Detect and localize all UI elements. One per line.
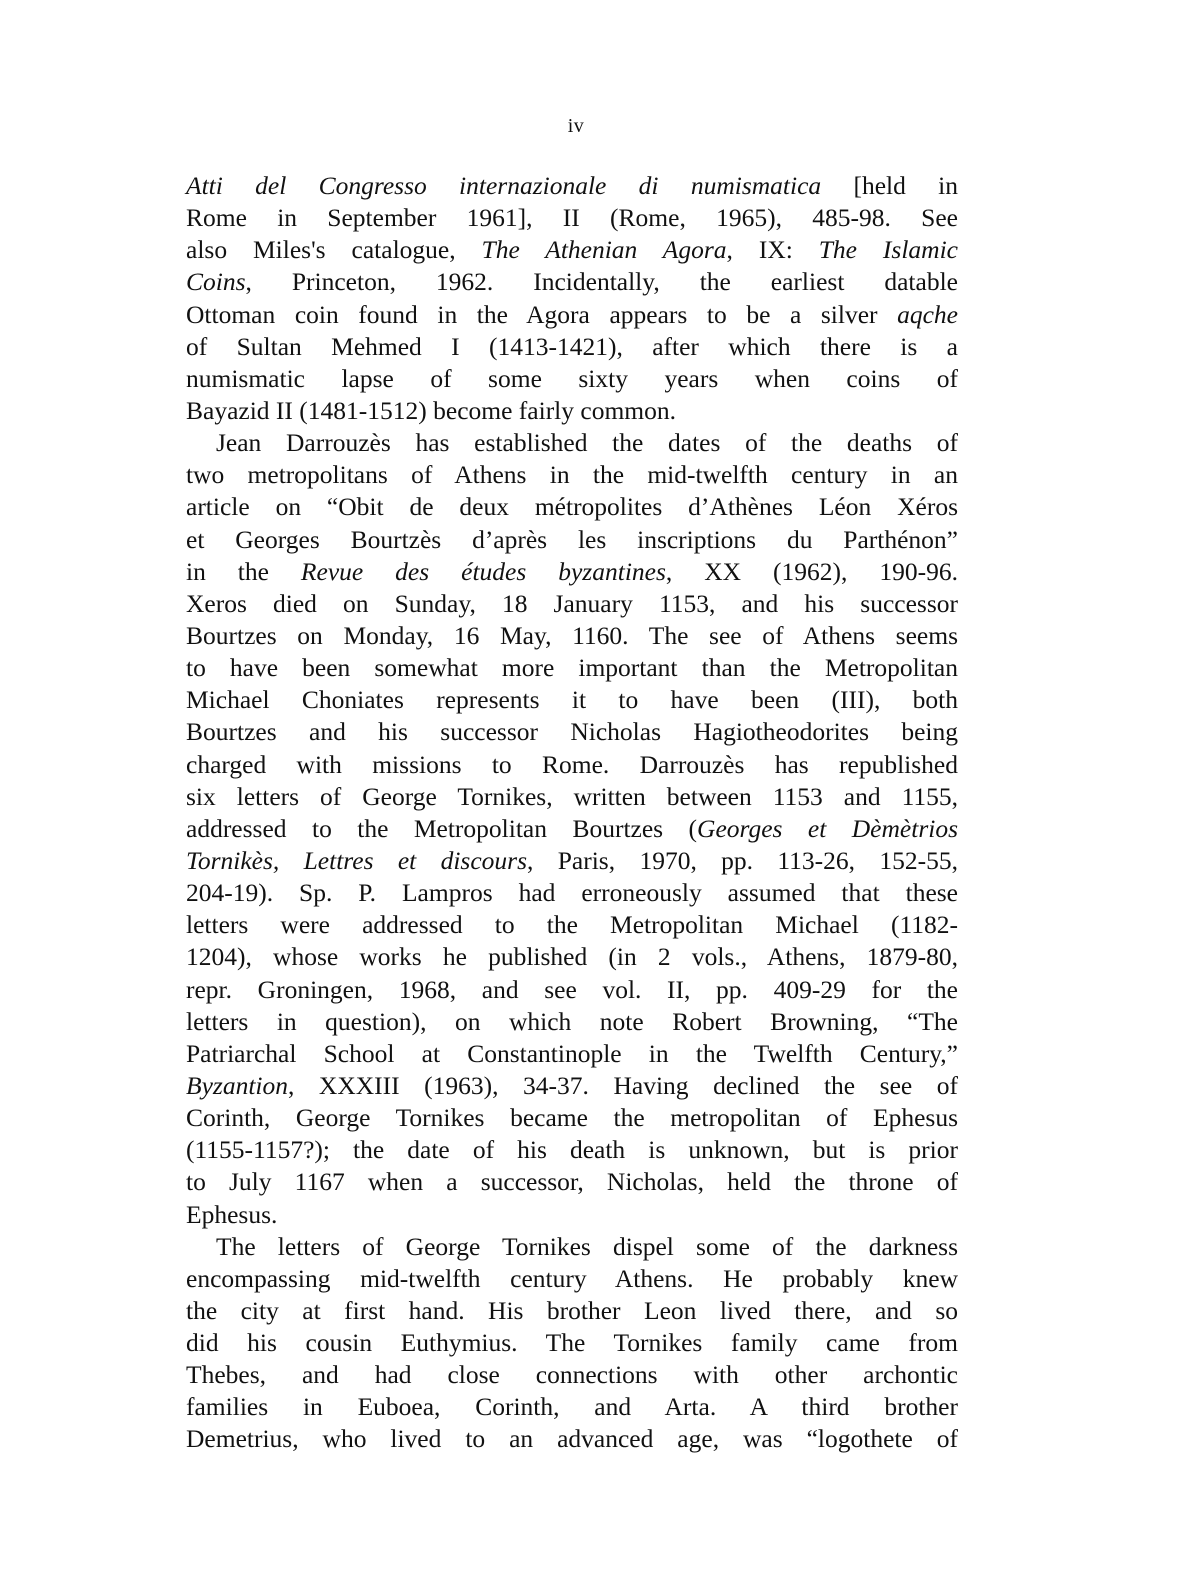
text-line	[186, 652, 958, 684]
italic-text: aqche	[897, 299, 958, 329]
text-run: et Georges Bourtzès d’après les inscriptions du Parthénon”	[186, 524, 958, 554]
text-run: Bourtzes on Monday, 16 May, 1160. The see of Athens seems	[186, 620, 958, 650]
text-line	[186, 524, 958, 556]
text-run: letters in question), on which note Robert Browning, “The	[186, 1006, 958, 1036]
text-run: Corinth, George Tornikes became the metropolitan of Ephesus	[186, 1103, 958, 1133]
text-line	[186, 170, 958, 202]
text-run: in the	[186, 556, 301, 586]
paragraph	[186, 1231, 958, 1456]
text-line	[186, 1070, 958, 1102]
text-run: Bayazid II (1481-1512) become fairly common.	[186, 395, 677, 425]
text-run: , XX (1962), 190-96.	[665, 556, 958, 586]
text-run: addressed to the Metropolitan Bourtzes (	[186, 813, 698, 843]
text-line	[186, 620, 958, 652]
text-line	[186, 1295, 958, 1327]
text-run: 204-19). Sp. P. Lampros had erroneously assumed that these	[186, 878, 958, 908]
text-line	[186, 363, 958, 395]
italic-text: Tornikès, Lettres et discours	[186, 845, 528, 875]
text-line	[186, 749, 958, 781]
text-line	[186, 1006, 958, 1038]
text-line	[186, 1359, 958, 1391]
text-line	[186, 941, 958, 973]
italic-text: Atti del Congresso internazionale di numismatica	[186, 171, 822, 200]
text-run: Rome in September 1961], II (Rome, 1965), 485-98. See	[186, 203, 958, 233]
text-run: The letters of George Tornikes dispel some of the darkness	[216, 1231, 958, 1261]
text-line	[186, 459, 958, 491]
text-run: encompassing mid-twelfth century Athens. He probably knew	[186, 1263, 958, 1293]
italic-text: Georges et Dèmètrios	[697, 813, 959, 843]
body-text	[186, 170, 958, 1456]
text-run: Jean Darrouzès has established the dates of the deaths of	[216, 428, 958, 458]
text-run: , Paris, 1970, pp. 113-26, 152-55,	[527, 845, 958, 875]
text-run: the city at first hand. His brother Leon lived there, and so	[186, 1295, 958, 1325]
text-line	[186, 588, 958, 620]
text-run: [held in	[821, 171, 958, 200]
text-line	[186, 1231, 958, 1263]
text-line	[186, 877, 958, 909]
text-run: , IX:	[726, 235, 819, 265]
text-line	[186, 1166, 958, 1198]
text-run: , Princeton, 1962. Incidentally, the earliest datable	[245, 267, 958, 297]
text-line	[186, 427, 958, 459]
text-run: of Sultan Mehmed I (1413-1421), after which there is a	[186, 331, 958, 361]
text-line	[186, 1391, 958, 1423]
text-line	[186, 974, 958, 1006]
text-run: Ephesus.	[186, 1199, 278, 1229]
text-run: six letters of George Tornikes, written between 1153 and 1155,	[186, 781, 958, 811]
text-line	[186, 1423, 958, 1455]
text-line	[186, 491, 958, 523]
text-line	[186, 813, 958, 845]
text-run: Demetrius, who lived to an advanced age, was “logothete of	[186, 1424, 958, 1454]
text-run: letters were addressed to the Metropolitan Michael (1182-	[186, 910, 958, 940]
text-line	[186, 716, 958, 748]
text-run: also Miles's catalogue,	[186, 235, 482, 265]
text-run: Patriarchal School at Constantinople in the Twelfth Century,”	[186, 1038, 958, 1068]
text-run: to have been somewhat more important than the Metropolitan	[186, 653, 958, 683]
text-run: , XXXIII (1963), 34-37. Having declined the see of	[288, 1070, 958, 1100]
text-line	[186, 909, 958, 941]
text-run: Ottoman coin found in the Agora appears to be a silver	[186, 299, 898, 329]
italic-text: Byzantion	[186, 1070, 288, 1100]
text-line	[186, 266, 958, 298]
italic-text: The Islamic	[818, 235, 958, 265]
paragraph	[186, 427, 958, 1231]
text-run: families in Euboea, Corinth, and Arta. A third brother	[186, 1392, 958, 1422]
text-line	[186, 781, 958, 813]
text-run: 1204), whose works he published (in 2 vols., Athens, 1879-80,	[186, 942, 958, 972]
text-line	[186, 331, 958, 363]
text-line	[186, 202, 958, 234]
text-line	[186, 1038, 958, 1070]
paragraph	[186, 170, 958, 427]
text-run: Bourtzes and his successor Nicholas Hagiotheodorites being	[186, 717, 958, 747]
text-line	[186, 395, 958, 427]
text-line	[186, 299, 958, 331]
page-number: iv	[567, 115, 585, 137]
text-line	[186, 1327, 958, 1359]
italic-text: Revue des études byzantines	[300, 556, 666, 586]
text-run: repr. Groningen, 1968, and see vol. II, pp. 409-29 for the	[186, 974, 958, 1004]
text-line	[186, 1199, 958, 1231]
text-run: charged with missions to Rome. Darrouzès has republished	[186, 749, 958, 779]
italic-text: The Athenian Agora	[481, 235, 727, 265]
text-run: Thebes, and had close connections with other archontic	[186, 1360, 958, 1390]
text-run: Michael Choniates represents it to have been (III), both	[186, 685, 958, 715]
text-line	[186, 845, 958, 877]
text-run: two metropolitans of Athens in the mid-twelfth century in an	[186, 460, 958, 490]
text-line	[186, 684, 958, 716]
text-run: to July 1167 when a successor, Nicholas, held the throne of	[186, 1167, 958, 1197]
text-line	[186, 1263, 958, 1295]
text-line	[186, 234, 958, 266]
italic-text: Coins	[186, 267, 246, 297]
text-run: Xeros died on Sunday, 18 January 1153, and his successor	[186, 588, 958, 618]
text-run: (1155-1157?); the date of his death is unknown, but is prior	[186, 1135, 958, 1165]
text-line	[186, 1102, 958, 1134]
text-run: article on “Obit de deux métropolites d’Athènes Léon Xéros	[186, 492, 958, 522]
text-run: did his cousin Euthymius. The Tornikes family came from	[186, 1328, 958, 1358]
text-run: numismatic lapse of some sixty years when coins of	[186, 363, 958, 393]
text-line	[186, 556, 958, 588]
text-line	[186, 1134, 958, 1166]
